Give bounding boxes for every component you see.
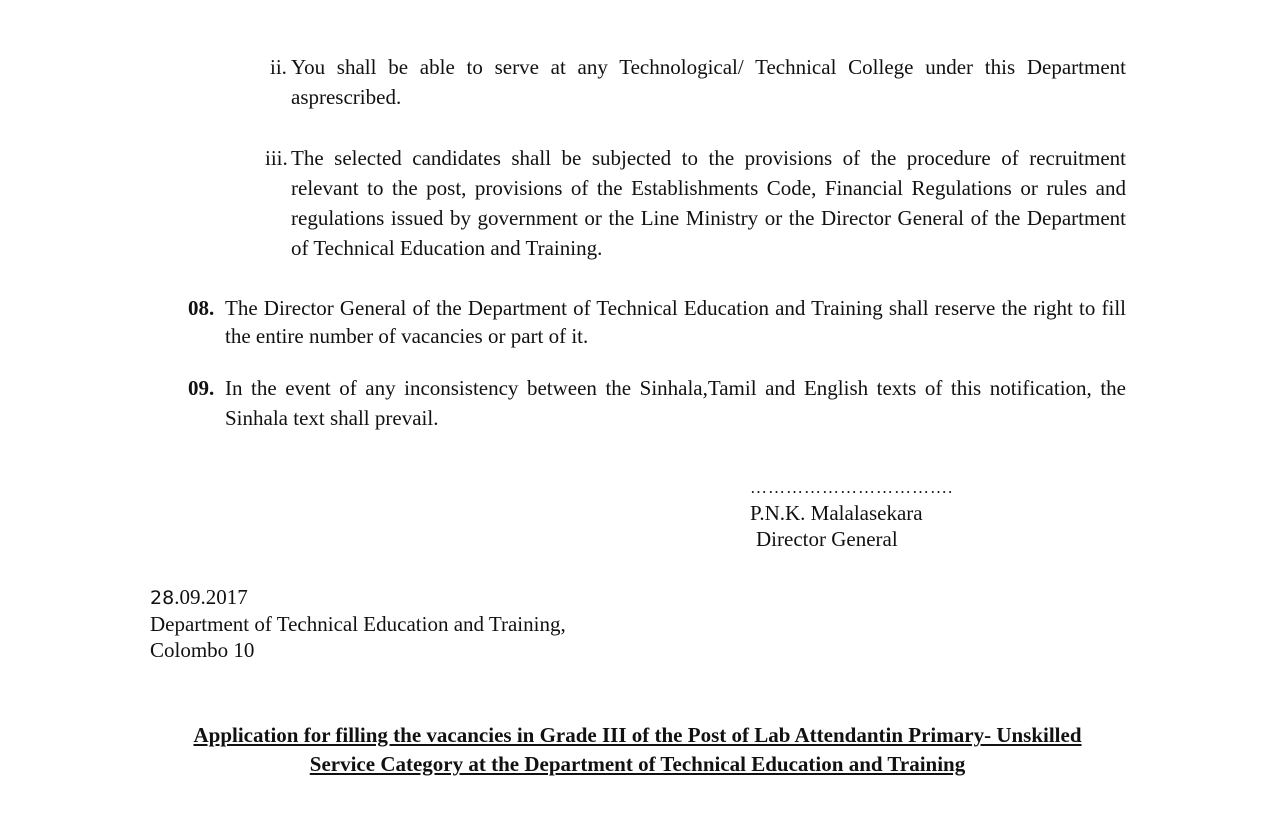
issue-date-day: 28 [150,587,175,609]
item-ii-marker: ii. [270,55,287,79]
clause-08-text: The Director General of the Department of Technical Education and Training shall reserve the right to fill the entire number of vacancies or part of it. [225,296,1126,348]
clause-09-text: In the event of any inconsistency between the Sinhala,Tamil and English texts of this notification, the Sinhala text shall prevail. [225,376,1126,430]
issue-block [150,584,566,663]
item-iii-text: The selected candidates shall be subjected to the provisions of the procedure of recruitment relevant to the post, provisions of the Establishments Code, Financial Regulations or rules and regulations issued by government or the Line Ministry or the Director General of the Department of Technical Education and Training. [291,146,1126,260]
application-title [140,721,1135,779]
application-title-line1: Application for filling the vacancies in Grade III of the Post of Lab Attendantin Primary- Unskilled [193,723,1082,747]
issue-department: Department of Technical Education and Training, [150,612,566,636]
clause-08-number: 08. [188,296,215,320]
clause-09 [188,373,1126,433]
issue-city: Colombo 10 [150,638,255,662]
clause-08 [188,294,1126,350]
item-iii [265,143,1126,263]
signatory-name: P.N.K. Malalasekara [750,501,923,525]
item-iii-marker: iii. [265,146,288,170]
signatory-title: Director General [756,527,898,551]
clause-09-number: 09. [188,376,215,400]
issue-date [150,584,566,611]
signature-block [750,476,953,552]
application-title-line2: Service Category at the Department of Technical Education and Training [309,752,966,776]
signature-dots: ……………………………. [750,478,954,497]
issue-date-rest: .09.2017 [174,585,248,609]
item-ii [270,52,1126,112]
item-ii-text: You shall be able to serve at any Technological/ Technical College under this Department asprescribed. [291,55,1126,109]
